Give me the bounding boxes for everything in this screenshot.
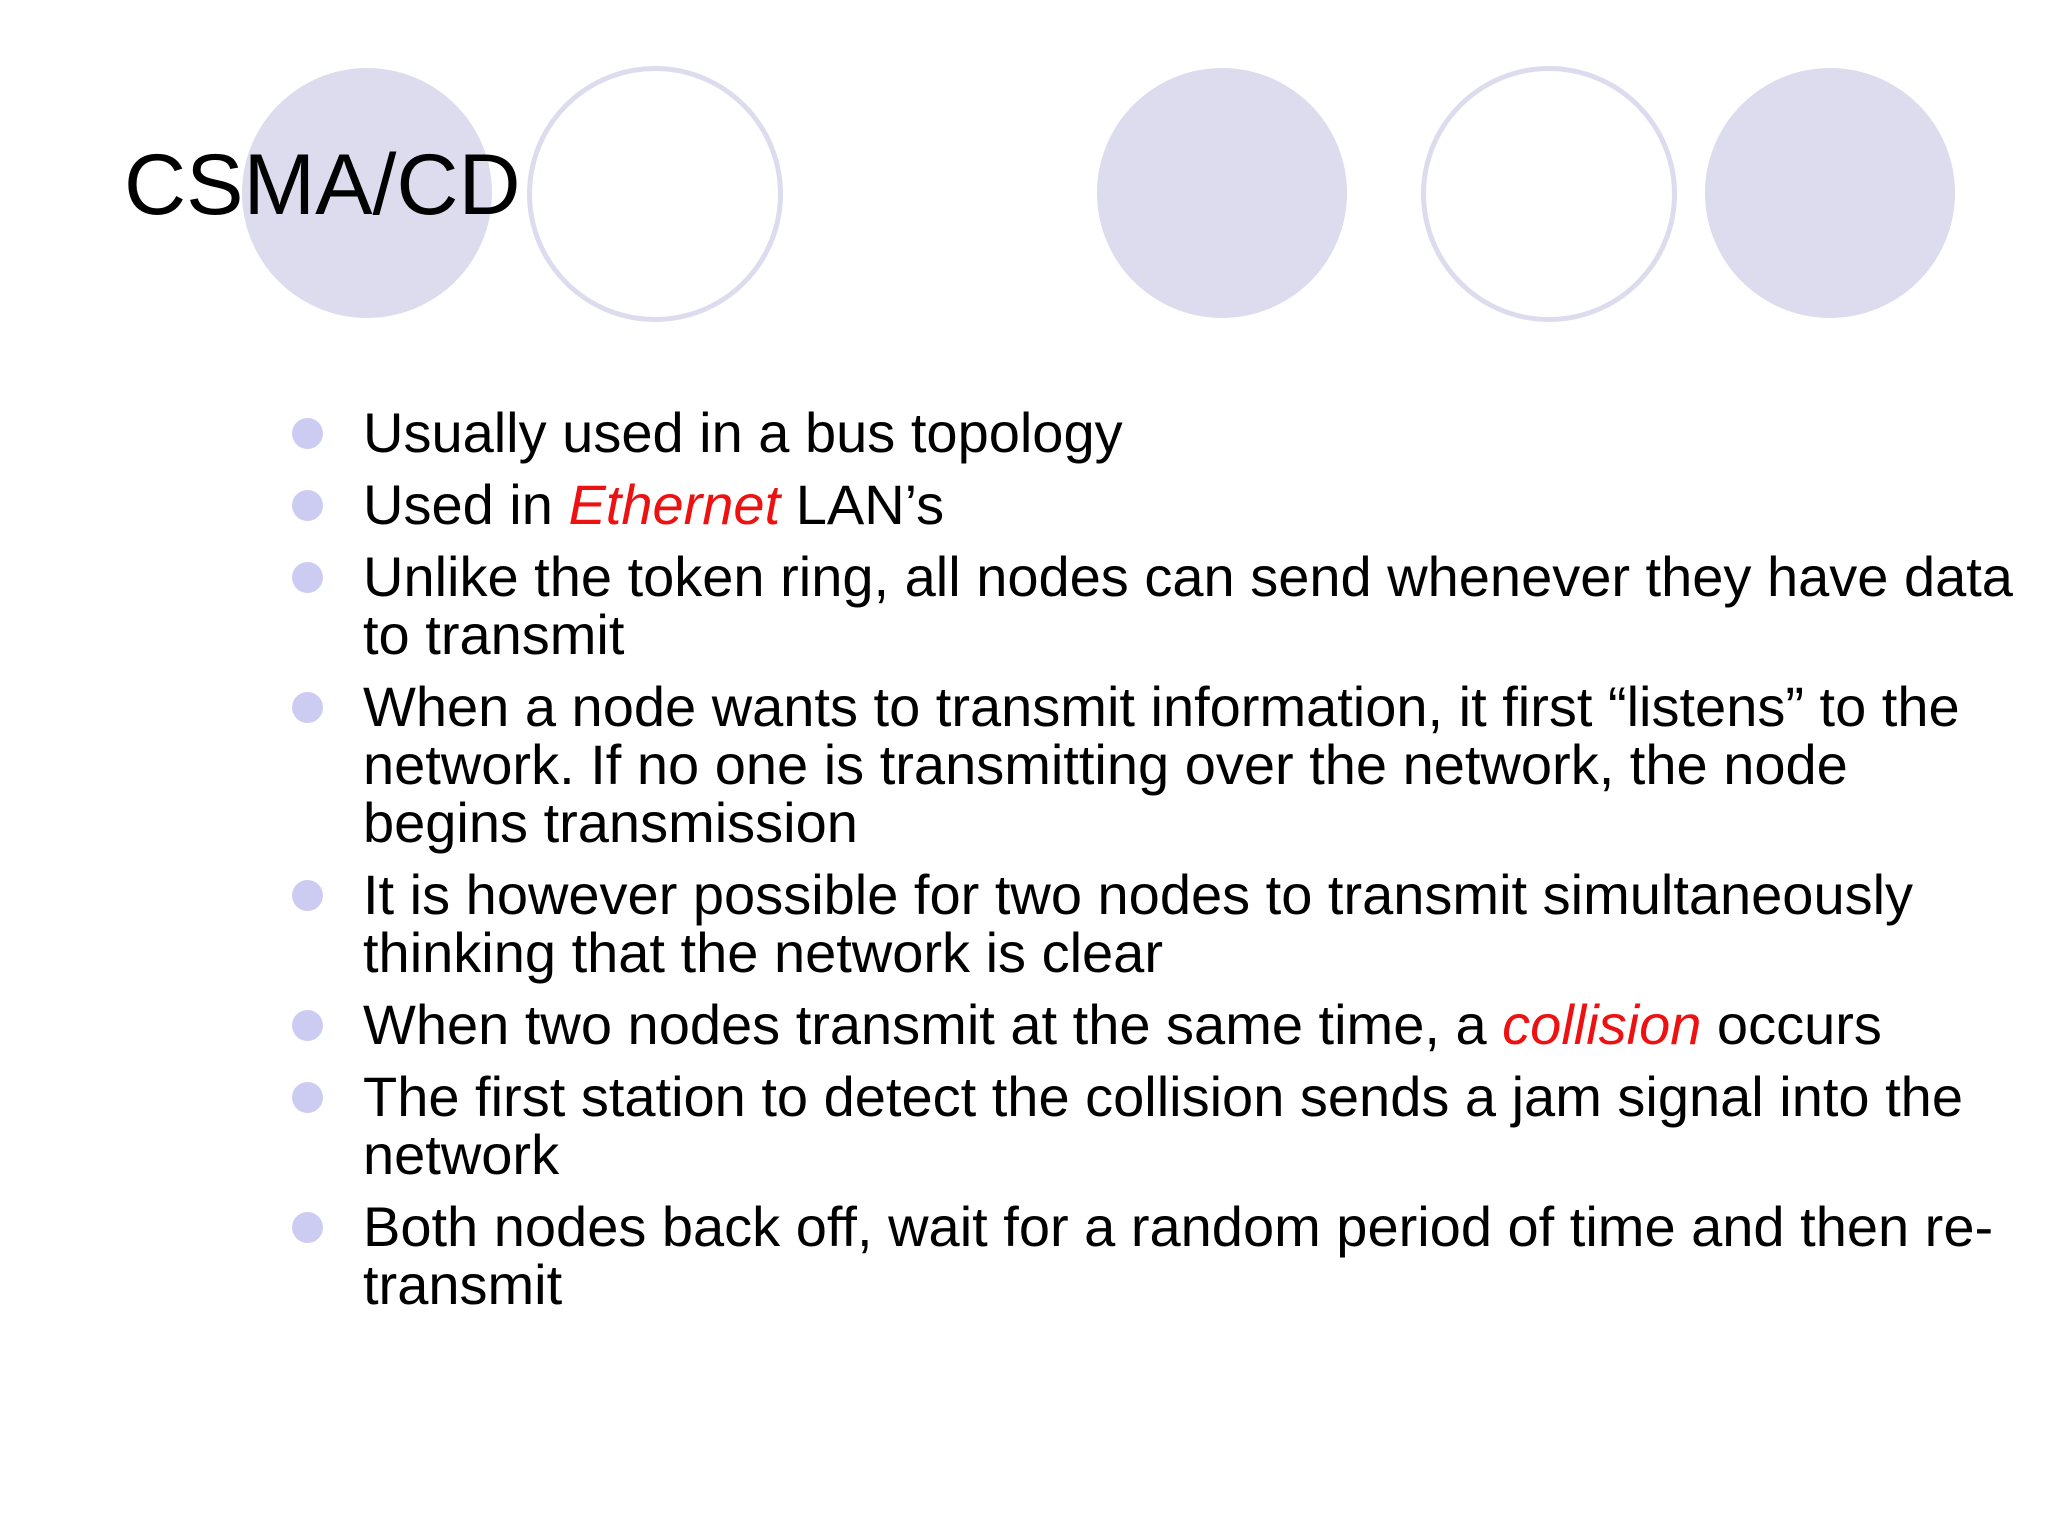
bullet-item: [363, 993, 2013, 1056]
bullet-text: When a node wants to transmit information, it first “listens” to the network. If no one is transmitting over the network, the node begins transmission: [363, 675, 1960, 854]
bullet-item: [363, 1195, 2013, 1316]
bullet-marker-icon: [292, 418, 323, 449]
bullet-item: [363, 1065, 2013, 1186]
decorative-circle-ring-2: [1421, 66, 1677, 322]
bullet-text: Unlike the token ring, all nodes can send whenever they have data to transmit: [363, 545, 2013, 666]
bullet-text: Usually used in a bus topology: [363, 401, 1123, 464]
bullet-marker-icon: [292, 692, 323, 723]
bullet-text: The first station to detect the collision sends a jam signal into the network: [363, 1065, 1963, 1186]
bullet-text: LAN’s: [780, 473, 945, 536]
bullet-marker-icon: [292, 1212, 323, 1243]
bullet-text: It is however possible for two nodes to transmit simultaneously thinking that the network is clear: [363, 863, 1914, 984]
bullet-list: [363, 401, 2013, 1328]
bullet-text: occurs: [1701, 993, 1882, 1056]
decorative-circle-ring-1: [527, 66, 783, 322]
bullet-text: Both nodes back off, wait for a random period of time and then re-transmit: [363, 1195, 1994, 1316]
bullet-marker-icon: [292, 1010, 323, 1041]
bullet-marker-icon: [292, 490, 323, 521]
bullet-marker-icon: [292, 880, 323, 911]
bullet-marker-icon: [292, 1082, 323, 1113]
bullet-item: [363, 401, 2013, 464]
decorative-circle-filled-2: [1097, 68, 1347, 318]
bullet-text: Used in: [363, 473, 569, 536]
decorative-circle-filled-3: [1705, 68, 1955, 318]
emphasized-term: collision: [1502, 993, 1702, 1056]
emphasized-term: Ethernet: [568, 473, 781, 536]
bullet-marker-icon: [292, 562, 323, 593]
slide-title: CSMA/CD: [124, 137, 521, 233]
bullet-item: [363, 545, 2013, 666]
bullet-item: [363, 675, 2013, 854]
bullet-item: [363, 473, 2013, 536]
bullet-item: [363, 863, 2013, 984]
bullet-text: When two nodes transmit at the same time, a: [363, 993, 1503, 1056]
